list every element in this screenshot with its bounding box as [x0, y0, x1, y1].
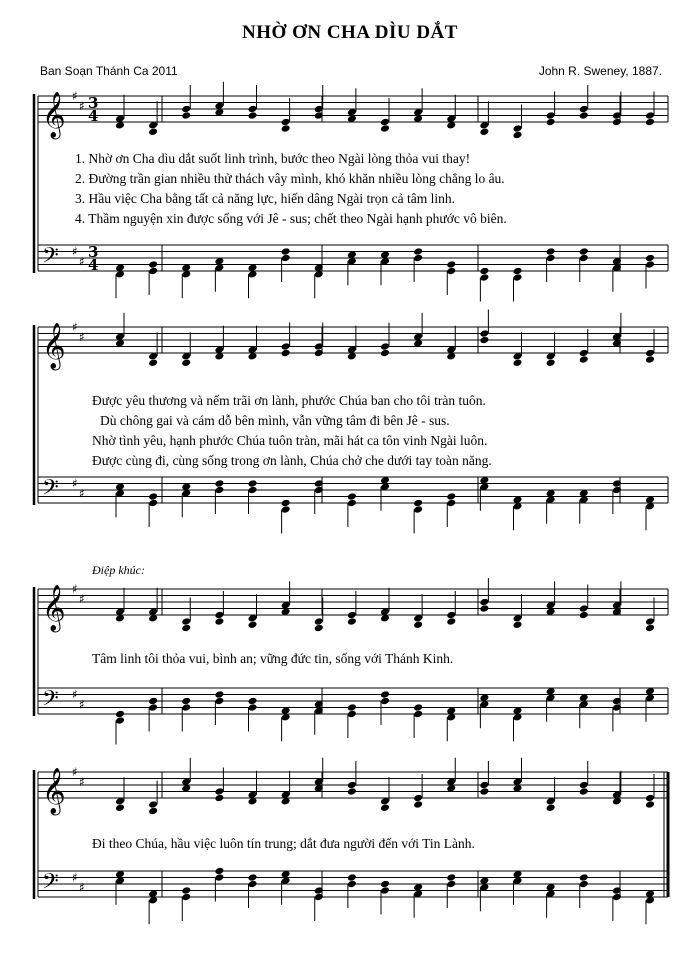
- chorus-line-2: Đi theo Chúa, hầu việc luôn tín trung; dắt đưa người đến với Tin Lành.: [92, 836, 475, 851]
- note-head: [645, 617, 655, 626]
- note-head: [181, 358, 191, 367]
- note-head: [645, 355, 655, 364]
- key-sharp: ♯: [72, 320, 78, 334]
- note-head: [148, 800, 158, 809]
- note-head: [579, 880, 589, 889]
- key-sharp: ♯: [79, 880, 85, 895]
- note-head: [446, 492, 456, 501]
- note-head: [148, 807, 158, 816]
- note-head: [148, 260, 158, 269]
- note-head: [347, 617, 357, 626]
- note-head: [645, 111, 655, 120]
- note-head: [380, 118, 390, 127]
- note-head: [479, 598, 489, 607]
- note-head: [281, 254, 291, 263]
- note-head: [446, 499, 456, 508]
- hymn-title: NHỜ ƠN CHA DÌU DẮT: [242, 22, 458, 43]
- note-head: [645, 349, 655, 358]
- note-head: [446, 880, 456, 889]
- note-head: [347, 873, 357, 882]
- note-head: [248, 111, 258, 120]
- note-head: [214, 697, 224, 706]
- note-head: [214, 690, 224, 699]
- note-head: [479, 329, 489, 338]
- treble-clef-icon: 𝄞: [42, 92, 66, 138]
- note-head: [645, 254, 655, 263]
- note-head: [380, 697, 390, 706]
- key-sharp: ♯: [72, 476, 78, 491]
- note-head: [446, 611, 456, 620]
- note-head: [347, 710, 357, 719]
- note-head: [248, 620, 258, 629]
- verse-2-line-1: 2. Đường trần gian nhiều thử thách vây mình, khó khăn nhiều lòng chẳng lo âu.: [75, 171, 505, 186]
- note-head: [479, 127, 489, 136]
- note-head: [413, 800, 423, 809]
- key-sharp: ♯: [72, 89, 78, 103]
- note-head: [513, 358, 523, 367]
- note-head: [413, 703, 423, 712]
- note-head: [148, 267, 158, 276]
- note-head: [214, 867, 224, 876]
- note-head: [214, 479, 224, 488]
- note-head: [645, 794, 655, 803]
- note-head: [281, 124, 291, 133]
- note-head: [546, 358, 556, 367]
- treble-clef-icon: 𝄞: [42, 323, 66, 369]
- note-head: [546, 118, 556, 127]
- time-signature-bottom: 4: [88, 256, 99, 274]
- note-head: [347, 499, 357, 508]
- note-head: [347, 781, 357, 790]
- note-head: [479, 787, 489, 796]
- note-head: [413, 247, 423, 256]
- verse-1-line-2: Được yêu thương và nếm trãi ơn lành, phước Chúa ban cho tôi tràn tuôn.: [92, 393, 486, 408]
- note-head: [380, 880, 390, 889]
- note-head: [115, 803, 125, 812]
- note-head: [148, 358, 158, 367]
- note-head: [347, 611, 357, 620]
- time-signature-top: 3: [88, 243, 99, 261]
- verse-1-line-1: 1. Nhờ ơn Cha dìu dắt suốt linh trình, bước theo Ngài lòng thỏa vui thay!: [75, 151, 471, 166]
- note-head: [479, 267, 489, 276]
- note-head: [281, 247, 291, 256]
- note-head: [248, 105, 258, 114]
- chorus-label: Điệp khúc:: [92, 563, 145, 577]
- note-head: [446, 260, 456, 269]
- note-head: [645, 800, 655, 809]
- note-head: [446, 267, 456, 276]
- note-head: [513, 620, 523, 629]
- key-sharp: ♯: [72, 765, 78, 779]
- note-head: [579, 611, 589, 620]
- note-head: [181, 624, 191, 633]
- chorus-line-1: Tâm linh tôi thỏa vui, bình an; vững đức tin, sống với Thánh Kinh.: [92, 651, 454, 666]
- note-head: [546, 111, 556, 120]
- note-head: [413, 505, 423, 514]
- note-head: [248, 703, 258, 712]
- note-head: [281, 349, 291, 358]
- note-head: [513, 131, 523, 140]
- note-head: [579, 105, 589, 114]
- verse-3-line-2: Nhờ tình yêu, hạnh phước Chúa tuôn tràn, mãi hát ca tôn vinh Ngài luôn.: [92, 433, 488, 448]
- note-head: [579, 111, 589, 120]
- note-head: [281, 499, 291, 508]
- note-head: [347, 492, 357, 501]
- note-head: [579, 787, 589, 796]
- note-head: [380, 124, 390, 133]
- note-head: [380, 342, 390, 351]
- bass-clef-icon: 𝄢: [42, 686, 59, 717]
- note-head: [380, 886, 390, 895]
- note-head: [579, 604, 589, 613]
- note-head: [181, 617, 191, 626]
- note-head: [214, 486, 224, 495]
- time-signature-bottom: 4: [88, 107, 99, 125]
- note-head: [513, 267, 523, 276]
- note-head: [645, 624, 655, 633]
- note-head: [479, 781, 489, 790]
- note-head: [214, 873, 224, 882]
- bass-clef-icon: 𝄢: [42, 869, 59, 900]
- note-head: [579, 355, 589, 364]
- note-head: [181, 893, 191, 902]
- bass-clef-icon: 𝄢: [42, 475, 59, 506]
- note-head: [347, 787, 357, 796]
- note-head: [314, 624, 324, 633]
- composer-credit: John R. Sweney, 1887.: [538, 64, 662, 78]
- lyricist-credit: Ban Soạn Thánh Ca 2011: [40, 64, 178, 78]
- note-head: [248, 873, 258, 882]
- note-head: [513, 124, 523, 133]
- note-head: [413, 794, 423, 803]
- key-sharp: ♯: [79, 591, 85, 606]
- time-signature-top: 3: [88, 94, 99, 112]
- note-head: [479, 336, 489, 345]
- bass-clef-icon: 𝄢: [42, 243, 59, 274]
- note-head: [513, 273, 523, 282]
- note-head: [380, 803, 390, 812]
- note-head: [181, 105, 191, 114]
- note-head: [248, 880, 258, 889]
- treble-clef-icon: 𝄞: [42, 585, 66, 631]
- note-head: [579, 873, 589, 882]
- key-sharp: ♯: [79, 329, 85, 344]
- key-sharp: ♯: [79, 486, 85, 501]
- note-head: [181, 886, 191, 895]
- verse-3-line-1: 3. Hầu việc Cha bằng tất cả năng lực, hiến dâng Ngài trọn cả tâm linh.: [75, 191, 455, 206]
- note-head: [181, 697, 191, 706]
- note-head: [645, 260, 655, 269]
- note-head: [214, 787, 224, 796]
- note-head: [413, 499, 423, 508]
- verse-4-line-1: 4. Thầm nguyện xin được sống với Jê - sus; chết theo Ngài hạnh phước vô biên.: [75, 211, 507, 226]
- note-head: [413, 710, 423, 719]
- treble-clef-icon: 𝄞: [42, 768, 66, 814]
- note-head: [314, 617, 324, 626]
- note-head: [214, 794, 224, 803]
- note-head: [546, 803, 556, 812]
- note-head: [214, 617, 224, 626]
- key-sharp: ♯: [79, 774, 85, 789]
- note-head: [148, 499, 158, 508]
- note-head: [214, 611, 224, 620]
- note-head: [281, 342, 291, 351]
- note-head: [546, 254, 556, 263]
- note-head: [546, 247, 556, 256]
- note-head: [380, 690, 390, 699]
- note-head: [281, 118, 291, 127]
- note-head: [380, 349, 390, 358]
- note-head: [148, 492, 158, 501]
- note-head: [248, 697, 258, 706]
- key-sharp: ♯: [79, 98, 85, 113]
- verse-2-line-2: Dù chông gai và cám dỗ bên mình, vẫn vững tâm đi bên Jê - sus.: [100, 413, 450, 428]
- key-sharp: ♯: [72, 687, 78, 702]
- verse-4-line-2: Được cùng đi, cùng sống trong ơn lành, Chúa chở che dưới tay toàn năng.: [92, 453, 492, 468]
- note-head: [579, 781, 589, 790]
- note-head: [115, 710, 125, 719]
- note-head: [281, 505, 291, 514]
- note-head: [115, 716, 125, 725]
- note-head: [148, 127, 158, 136]
- note-head: [347, 703, 357, 712]
- note-head: [148, 697, 158, 706]
- note-head: [446, 617, 456, 626]
- note-head: [645, 118, 655, 127]
- note-head: [248, 479, 258, 488]
- key-sharp: ♯: [72, 582, 78, 596]
- note-head: [446, 873, 456, 882]
- note-head: [413, 620, 423, 629]
- note-head: [181, 703, 191, 712]
- key-sharp: ♯: [72, 870, 78, 885]
- note-head: [479, 604, 489, 613]
- note-head: [347, 880, 357, 889]
- note-head: [148, 703, 158, 712]
- note-head: [181, 111, 191, 120]
- note-head: [479, 273, 489, 282]
- key-sharp: ♯: [79, 254, 85, 269]
- note-head: [579, 254, 589, 263]
- note-head: [579, 349, 589, 358]
- key-sharp: ♯: [72, 244, 78, 259]
- note-head: [579, 247, 589, 256]
- note-head: [413, 254, 423, 263]
- note-head: [248, 486, 258, 495]
- key-sharp: ♯: [79, 697, 85, 712]
